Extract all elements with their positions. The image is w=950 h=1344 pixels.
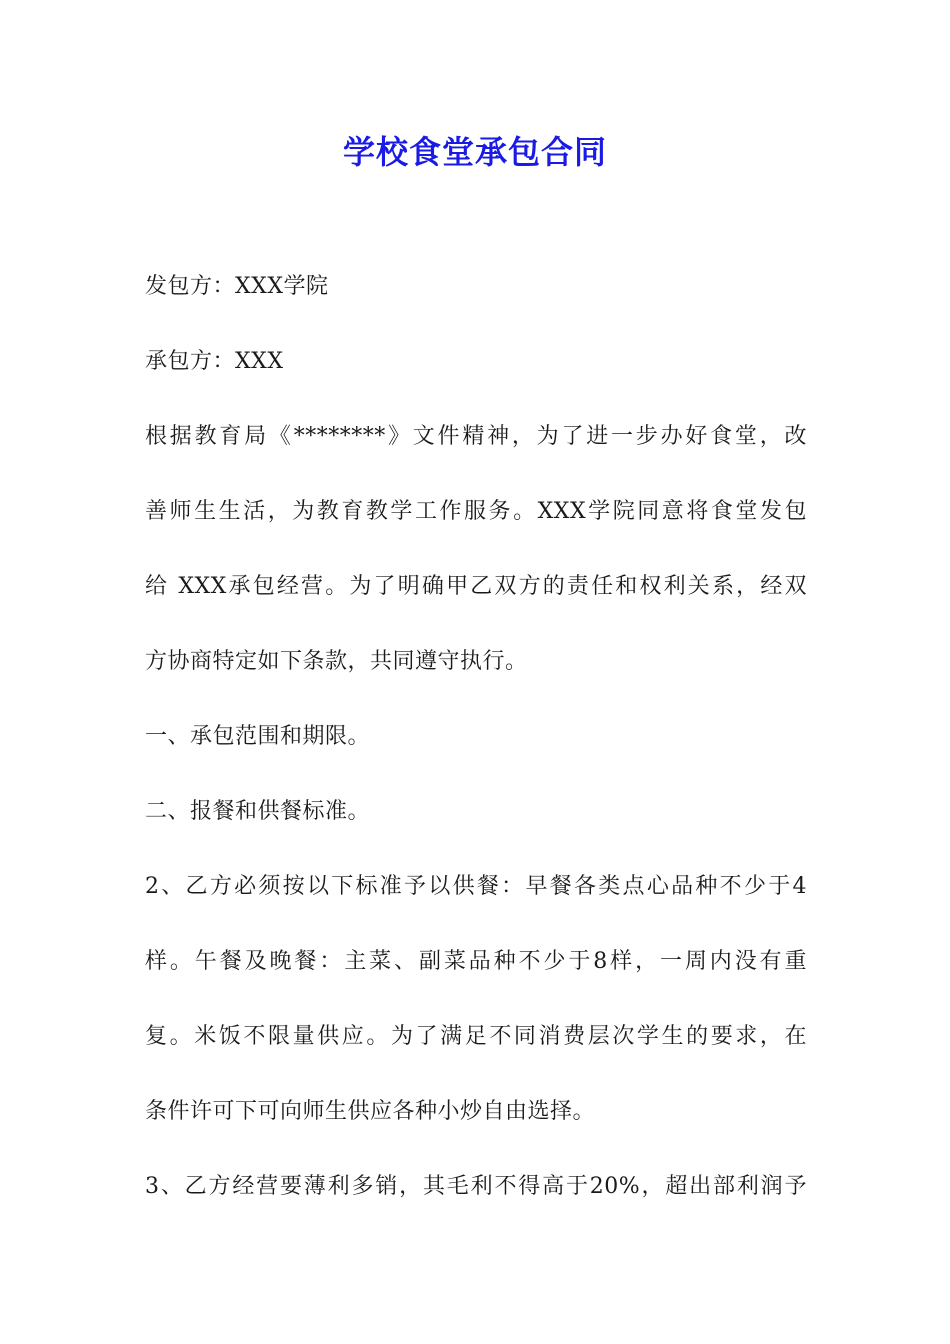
document-title: 学校食堂承包合同	[342, 133, 607, 171]
paragraph-line: 2、乙方必须按以下标准予以供餐：早餐各类点心品种不少于4	[145, 874, 807, 899]
section-heading: 一、承包范围和期限。	[145, 724, 371, 749]
paragraph-line: 条件许可下可向师生供应各种小炒自由选择。	[145, 1099, 596, 1124]
paragraph-line: 方协商特定如下条款，共同遵守执行。	[145, 649, 528, 674]
contract-party-contractor: 承包方：XXX	[145, 349, 284, 374]
paragraph-line: 根据教育局《********》文件精神，为了进一步办好食堂，改	[145, 424, 807, 449]
paragraph-line: 善师生生活，为教育教学工作服务。XXX学院同意将食堂发包	[145, 499, 807, 524]
paragraph-line: 复。米饭不限量供应。为了满足不同消费层次学生的要求，在	[145, 1024, 807, 1049]
paragraph-line: 给 XXX承包经营。为了明确甲乙双方的责任和权利关系，经双	[145, 574, 807, 599]
paragraph-line: 样。午餐及晚餐：主菜、副菜品种不少于8样，一周内没有重	[145, 949, 807, 974]
paragraph-line: 3、乙方经营要薄利多销，其毛利不得高于20%，超出部利润予	[145, 1174, 807, 1199]
contract-party-issuer: 发包方：XXX学院	[145, 274, 329, 299]
section-heading: 二、报餐和供餐标准。	[145, 799, 371, 824]
document-body	[145, 262, 807, 1237]
